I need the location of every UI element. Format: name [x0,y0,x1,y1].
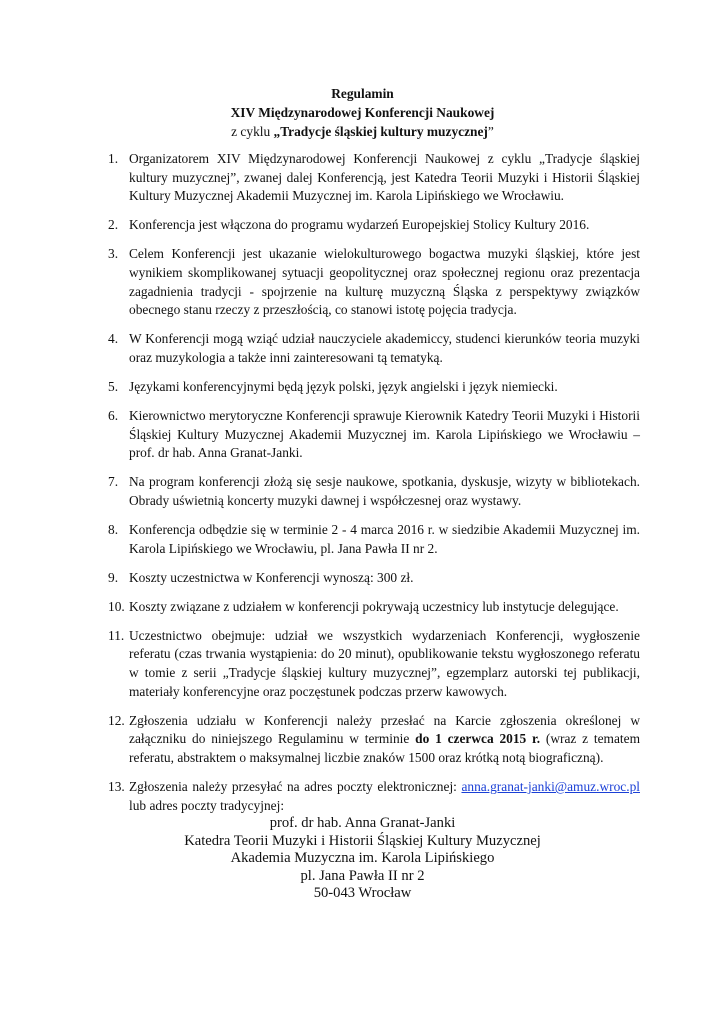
item-text: Organizatorem XIV Międzynarodowej Konferencji Naukowej z cyklu „Tradycje śląskiej kultury muzycznej”, zwanej dalej Konferencją, jest Katedra Teorii Muzyki i Historii Śląskiej Kultury Muzycznej Akademii Muzycznej im. Karola Lipińskiego we Wrocławiu. [129,151,640,204]
item-text: Zgłoszenia udziału w Konferencji należy przesłać na Karcie zgłoszenia określonej w załączniku do niniejszego Regulaminu w terminie [129,712,640,747]
item-text: Koszty uczestnictwa w Konferencji wynoszą: 300 zł. [129,569,414,585]
item-number: 5. [108,378,119,394]
item-text: Konferencja odbędzie się w terminie 2 - 4 marca 2016 r. w siedzibie Akademii Muzycznej im. Karola Lipińskiego we Wrocławiu, pl. Jana Pawła II nr 2. [129,522,640,556]
regulation-list [108,150,640,826]
series-prefix: z cyklu [231,124,274,139]
conference-name: XIV Międzynarodowej Konferencji Naukowej [230,105,495,120]
deadline-date: do 1 czerwca 2015 r. [415,731,541,747]
address-name: prof. dr hab. Anna Granat-Janki [269,815,456,831]
item-text: Koszty związane z udziałem w konferencji pokrywają uczestnicy lub instytucje delegujące. [129,598,619,614]
address-street: pl. Jana Pawła II nr 2 [300,867,425,884]
regulation-item [108,330,640,367]
regulation-item [108,473,640,510]
document-header [0,84,725,141]
item-number: 9. [108,569,119,585]
item-number: 4. [108,331,119,347]
postal-address [0,815,725,903]
regulation-item [108,378,640,397]
document-title: Regulamin [331,86,394,101]
address-department: Katedra Teorii Muzyki i Historii Śląskiej Kultury Muzycznej [184,832,541,849]
item-text: Na program konferencji złożą się sesje naukowe, spotkania, dyskusje, wizyty w bibliotekach. Obrady uświetnią koncerty muzyki dawnej i współczesnej oraz wystawy. [129,474,640,508]
series-suffix: ” [487,124,494,139]
regulation-item [108,598,640,617]
item-number: 8. [108,522,119,537]
regulation-item-deadline [108,712,640,768]
regulation-item [108,216,640,235]
item-text: Zgłoszenia należy przesyłać na adres poczty elektronicznej: [129,779,462,795]
item-text: Kierownictwo merytoryczne Konferencji sprawuje Kierownik Katedry Teorii Muzyki i Historii Śląskiej Kultury Muzycznej Akademii Muzycznej im. Karola Lipińskiego we Wrocławiu – prof. dr hab. Anna Granat-Janki. [129,408,640,461]
item-text: Konferencja jest włączona do programu wydarzeń Europejskiej Stolicy Kultury 2016. [129,217,590,233]
regulation-item [108,150,640,206]
item-number: 13. [108,779,125,795]
item-number: 11. [108,627,125,643]
regulation-item [108,521,640,558]
regulation-item [108,407,640,463]
item-text-tail: lub adres poczty tradycyjnej: [129,797,285,813]
item-number: 6. [108,408,119,424]
regulation-item [108,627,640,701]
email-link[interactable]: anna.granat-janki@amuz.wroc.pl [461,779,640,795]
regulation-item [108,245,640,319]
item-text-tail: (wraz z tematem referatu, abstraktem o maksymalnej liczbie znaków 1500 oraz krótką notą biograficzną). [129,731,640,765]
item-number: 2. [108,217,119,233]
item-number: 3. [108,246,119,262]
regulation-item [108,569,640,588]
item-text: Uczestnictwo obejmuje: udział we wszystkich wydarzeniach Konferencji, wygłoszenie referatu (czas trwania wystąpienia: do 20 minut), opublikowanie tekstu wygłoszonego referatu w tomie z serii „Tradycje śląskiej kultury muzycznej”, egzemplarz autorski tej publikacji, materiały konferencyjne oraz poczęstunek podczas przerw kawowych. [129,627,640,699]
item-number: 1. [108,151,119,166]
item-number: 10. [108,598,125,614]
series-line [0,122,725,141]
series-name: „Tradycje śląskiej kultury muzycznej [273,124,488,139]
item-text: W Konferencji mogą wziąć udział nauczyciele akademiccy, studenci kierunków teoria muzyki oraz muzykologia a także inni zainteresowani tą tematyką. [129,331,640,365]
item-number: 12. [108,712,125,728]
item-text: Celem Konferencji jest ukazanie wielokulturowego bogactwa muzyki śląskiej, które jest wynikiem skomplikowanej sytuacji geopolitycznej oraz społecznej regionu oraz prezentacja zagadnienia tradycji - spojrzenie na kulturę muzyczną Śląska z perspektywy związków obecnego stanu rzeczy z przeszłością, co stanowi istotę pojęcia tradycja. [129,246,640,318]
item-number: 7. [108,474,119,490]
regulation-item-contact [108,778,640,815]
address-city: 50-043 Wrocław [313,885,412,902]
address-academy: Akademia Muzyczna im. Karola Lipińskiego [230,850,495,867]
item-text: Językami konferencyjnymi będą język polski, język angielski i język niemiecki. [129,378,558,394]
